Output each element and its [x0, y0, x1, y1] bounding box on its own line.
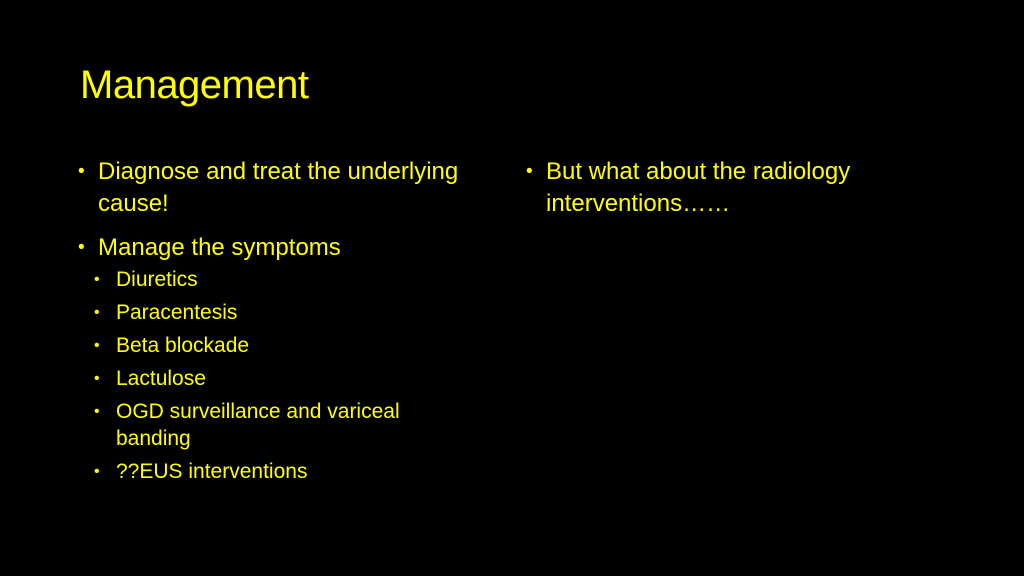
sub-item-paracentesis — [78, 299, 478, 326]
slide-title: Management — [80, 63, 309, 107]
sub-list — [94, 266, 478, 485]
sub-item-beta-blockade — [78, 332, 478, 359]
sub-item-ogd-surveillance — [78, 398, 478, 452]
sub-item-text: Diuretics — [116, 268, 198, 291]
bullet-icon: • — [94, 337, 100, 354]
right-column-list — [526, 156, 946, 232]
left-column-list — [78, 156, 478, 497]
bullet-icon: • — [78, 237, 85, 258]
list-item-diagnose — [78, 156, 478, 220]
list-item-text: Manage the symptoms — [98, 234, 341, 261]
sub-item-text: ??EUS interventions — [116, 460, 308, 483]
sub-item-text: Lactulose — [116, 367, 206, 390]
bullet-icon: • — [94, 304, 100, 321]
list-item-manage-symptoms — [78, 232, 478, 485]
sub-item-eus-interventions — [78, 458, 478, 485]
sub-item-lactulose — [78, 365, 478, 392]
sub-item-text: Paracentesis — [116, 301, 238, 324]
bullet-icon: • — [94, 370, 100, 387]
bullet-icon: • — [78, 161, 85, 182]
sub-item-diuretics — [78, 266, 478, 293]
bullet-icon: • — [94, 403, 100, 420]
list-item-text: Diagnose and treat the underlying cause! — [98, 158, 459, 217]
list-item-text: But what about the radiology interventions…… — [546, 158, 851, 217]
bullet-icon: • — [94, 463, 100, 480]
bullet-icon: • — [94, 271, 100, 288]
list-item-radiology — [526, 156, 946, 220]
sub-item-text: OGD surveillance and variceal banding — [116, 400, 400, 450]
bullet-icon: • — [526, 161, 533, 182]
sub-item-text: Beta blockade — [116, 334, 250, 357]
